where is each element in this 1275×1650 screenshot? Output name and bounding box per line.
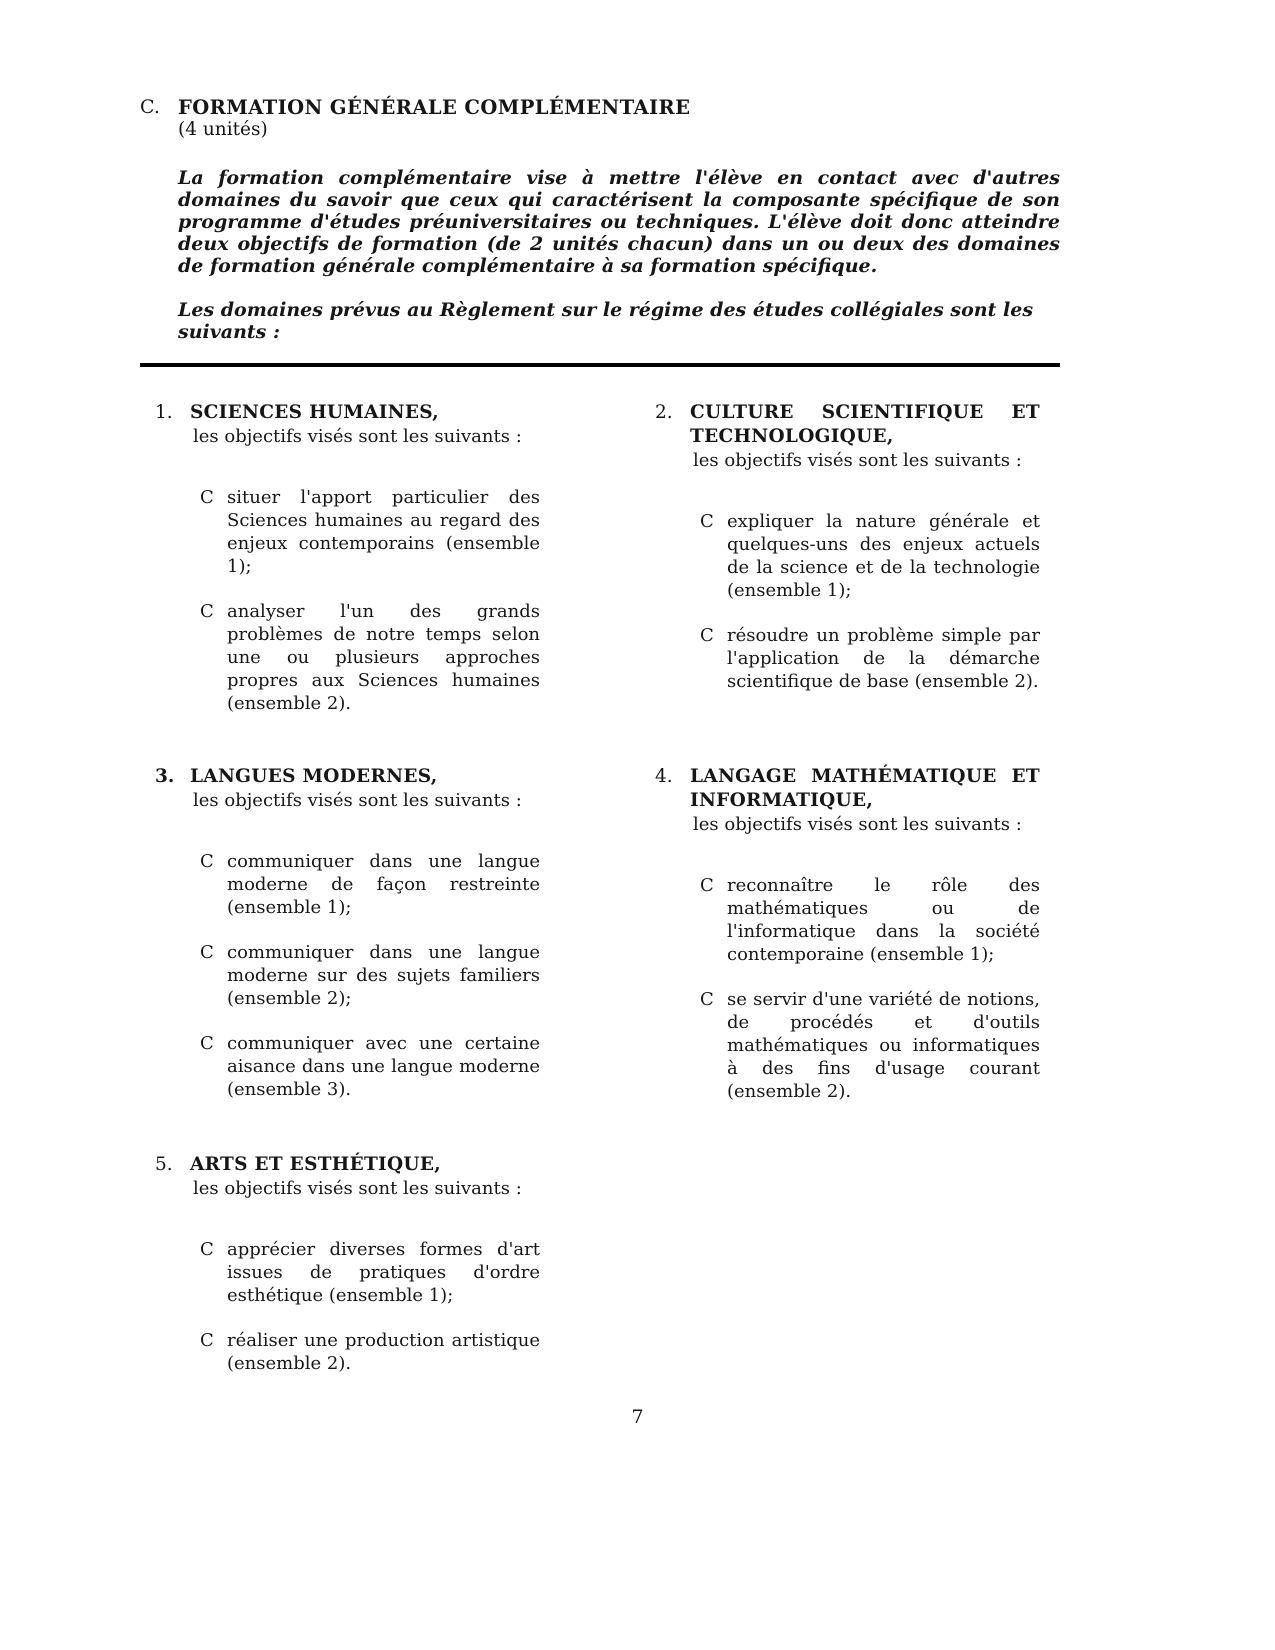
objective-text: expliquer la nature générale et quelques-uns des enjeux actuels de la science et de la technologie (ensemble 1); [727, 511, 1040, 601]
domain-title: LANGUES MODERNES, [190, 766, 438, 787]
objectives-list [200, 1238, 540, 1375]
domain-body [190, 765, 540, 1101]
heading-text-block [178, 96, 690, 141]
section-letter: C. [140, 96, 160, 118]
units-label: (4 unités) [178, 119, 268, 140]
objective-item [700, 988, 1040, 1103]
objectives-list [200, 486, 540, 715]
domain-subtitle: les objectifs visés sont les suivants : [693, 814, 1022, 835]
bullet-icon: C [200, 942, 214, 963]
domain-number: 3. [155, 766, 175, 787]
objective-item [700, 510, 1040, 602]
objective-item [200, 486, 540, 578]
bullet-icon: C [700, 625, 714, 646]
objectives-list [700, 510, 1040, 693]
page-number: 7 [631, 1406, 644, 1428]
objective-text: se servir d'une variété de notions, de procédés et d'outils mathématiques ou informatiques à des fins d'usage courant (ensemble 2). [727, 989, 1040, 1102]
objective-text: apprécier diverses formes d'art issues de pratiques d'ordre esthétique (ensemble 1); [227, 1239, 540, 1306]
objective-text: reconnaître le rôle des mathématiques ou de l'informatique dans la société contemporaine (ensemble 1); [727, 875, 1040, 965]
objective-item [700, 874, 1040, 966]
intro-paragraph: La formation complémentaire vise à mettre l'élève en contact avec d'autres domaines du savoir que ceux qui caractérisent la composante spécifique de son programme d'études préuniversitaires ou techniques. L'élève doit donc atteindre deux objectifs de formation (de 2 unités chacun) dans un ou deux des domaines de formation générale complémentaire à sa formation spécifique. [178, 167, 1060, 277]
objective-item [200, 1238, 540, 1307]
objective-item [200, 941, 540, 1010]
domain-title: LANGAGE MATHÉMATIQUE ET INFORMATIQUE, [690, 766, 1040, 811]
objectives-list [200, 850, 540, 1101]
objective-text: communiquer dans une langue moderne sur des sujets familiers (ensemble 2); [227, 942, 540, 1009]
objective-item [200, 1329, 540, 1375]
domain-body [690, 765, 1040, 1103]
domain-section-sciences-humaines [155, 401, 540, 715]
bullet-icon: C [200, 851, 214, 872]
domain-section-culture-scientifique [655, 401, 1040, 693]
objective-item [200, 850, 540, 919]
domain-section-arts-esthetique [155, 1153, 540, 1375]
domain-number: 4. [655, 766, 673, 787]
domain-section-langage-mathematique [655, 765, 1040, 1103]
horizontal-rule [140, 363, 1060, 367]
domain-number: 5. [155, 1154, 173, 1175]
bullet-icon: C [700, 511, 714, 532]
objective-text: réaliser une production artistique (ensemble 2). [227, 1330, 540, 1374]
bullet-icon: C [200, 601, 214, 622]
domains-grid [155, 401, 1060, 1375]
page-heading [140, 96, 1060, 141]
objective-item [200, 600, 540, 715]
bullet-icon: C [700, 875, 714, 896]
lead-paragraph: Les domaines prévus au Règlement sur le régime des études collégiales sont les suivants : [178, 299, 1034, 343]
bullet-icon: C [200, 487, 214, 508]
domain-number: 2. [655, 402, 673, 423]
domain-subtitle: les objectifs visés sont les suivants : [693, 450, 1022, 471]
bullet-icon: C [200, 1033, 214, 1054]
page-title: FORMATION GÉNÉRALE COMPLÉMENTAIRE [178, 96, 691, 119]
objective-text: communiquer avec une certaine aisance dans une langue moderne (ensemble 3). [227, 1033, 540, 1100]
domain-section-langues-modernes [155, 765, 540, 1101]
domain-subtitle: les objectifs visés sont les suivants : [193, 790, 522, 811]
domain-title: ARTS ET ESTHÉTIQUE, [190, 1154, 441, 1175]
objectives-list [700, 874, 1040, 1103]
bullet-icon: C [200, 1330, 214, 1351]
domain-title: SCIENCES HUMAINES, [190, 402, 440, 423]
domain-title: CULTURE SCIENTIFIQUE ET TECHNOLOGIQUE, [690, 402, 1040, 447]
objective-text: analyser l'un des grands problèmes de notre temps selon une ou plusieurs approches propres aux Sciences humaines (ensemble 2). [227, 601, 540, 714]
objective-text: résoudre un problème simple par l'application de la démarche scientifique de base (ensemble 2). [727, 625, 1040, 692]
domain-number: 1. [155, 402, 173, 423]
objective-text: communiquer dans une langue moderne de façon restreinte (ensemble 1); [227, 851, 540, 918]
domain-body [190, 401, 540, 715]
objective-item [200, 1032, 540, 1101]
domain-body [190, 1153, 540, 1375]
bullet-icon: C [700, 989, 714, 1010]
bullet-icon: C [200, 1239, 214, 1260]
domain-subtitle: les objectifs visés sont les suivants : [193, 1178, 522, 1199]
objective-item [700, 624, 1040, 693]
objective-text: situer l'apport particulier des Sciences humaines au regard des enjeux contemporains (ensemble 1); [227, 487, 540, 577]
domain-subtitle: les objectifs visés sont les suivants : [193, 426, 522, 447]
domain-body [690, 401, 1040, 693]
